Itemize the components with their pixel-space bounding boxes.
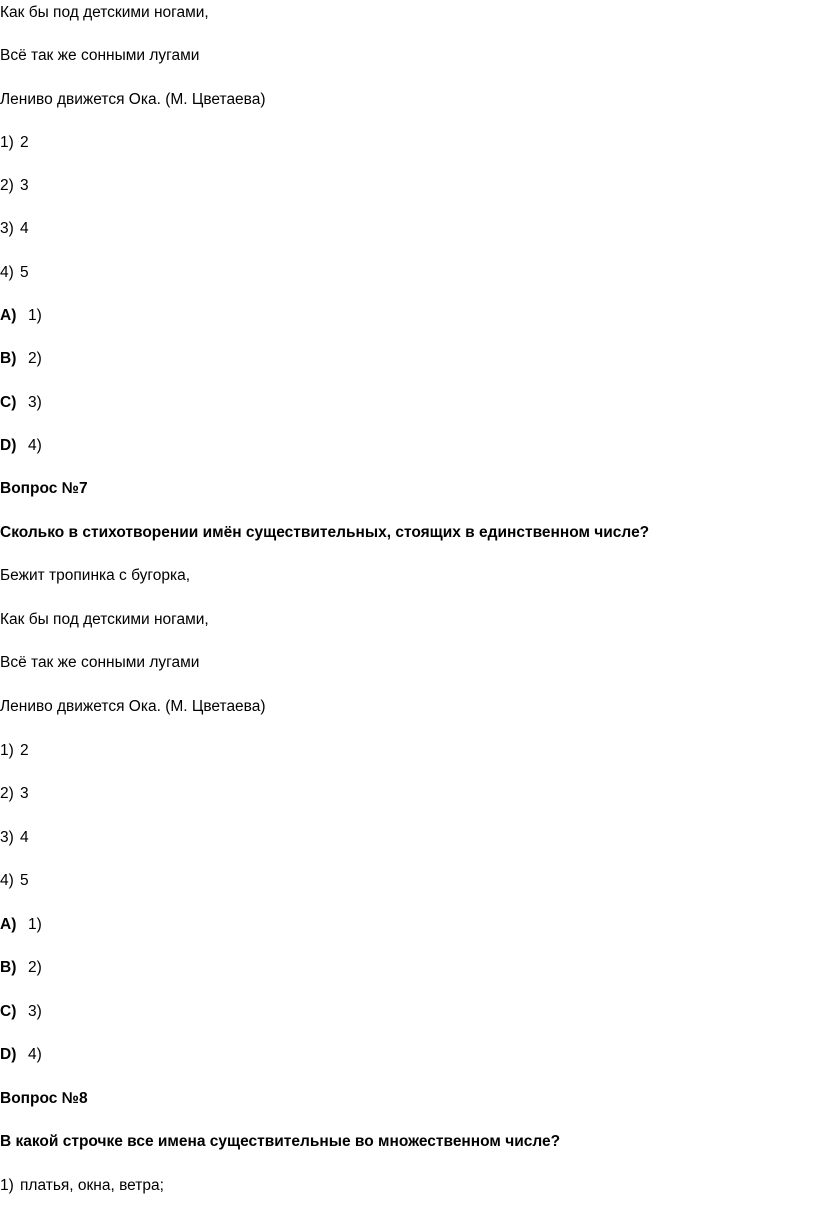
answer-label: B) — [0, 959, 17, 976]
option-item — [0, 133, 29, 153]
option-text: 3 — [20, 177, 29, 194]
poem-line: Лениво движется Ока. (М. Цветаева) — [0, 91, 266, 108]
answer-text: 1) — [28, 916, 42, 933]
poem-line: Лениво движется Ока. (М. Цветаева) — [0, 698, 266, 715]
option-item — [0, 784, 29, 804]
answer-item[interactable] — [0, 349, 42, 369]
answer-text: 4) — [28, 1046, 42, 1063]
poem-line: Бежит тропинка с бугорка, — [0, 567, 190, 584]
question-text: В какой строчке все имена существительные во множественном числе? — [0, 1133, 561, 1150]
option-text: 5 — [20, 264, 29, 281]
answer-label: C) — [0, 394, 17, 411]
option-text: 2 — [20, 742, 29, 759]
option-number: 3) — [0, 829, 14, 846]
answer-text: 3) — [28, 394, 42, 411]
answer-text: 2) — [28, 959, 42, 976]
answer-item[interactable] — [0, 915, 42, 935]
option-number: 1) — [0, 1177, 14, 1194]
answer-item[interactable] — [0, 958, 42, 978]
answer-label: B) — [0, 350, 17, 367]
option-number: 2) — [0, 785, 14, 802]
option-number: 4) — [0, 872, 14, 889]
option-text: платья, окна, ветра; — [20, 1177, 164, 1194]
poem-line: Как бы под детскими ногами, — [0, 4, 209, 21]
option-text: 3 — [20, 785, 29, 802]
option-text: 2 — [20, 134, 29, 151]
answer-item[interactable] — [0, 1002, 42, 1022]
poem-line: Как бы под детскими ногами, — [0, 611, 209, 628]
poem-line: Всё так же сонными лугами — [0, 47, 200, 64]
answer-label: D) — [0, 437, 17, 454]
answer-text: 3) — [28, 1003, 42, 1020]
answer-label: C) — [0, 1003, 17, 1020]
option-item — [0, 176, 29, 196]
answer-label: A) — [0, 307, 17, 324]
option-text: 4 — [20, 220, 29, 237]
option-item — [0, 741, 29, 761]
option-item — [0, 828, 29, 848]
answer-label: D) — [0, 1046, 17, 1063]
option-number: 2) — [0, 177, 14, 194]
option-number: 4) — [0, 264, 14, 281]
question-title: Вопрос №8 — [0, 1090, 88, 1107]
option-number: 1) — [0, 134, 14, 151]
answer-text: 2) — [28, 350, 42, 367]
option-item — [0, 219, 29, 239]
option-item — [0, 871, 29, 891]
option-number: 3) — [0, 220, 14, 237]
option-number: 1) — [0, 742, 14, 759]
question-title: Вопрос №7 — [0, 480, 88, 497]
option-item — [0, 1176, 164, 1196]
option-text: 5 — [20, 872, 29, 889]
answer-item[interactable] — [0, 393, 42, 413]
answer-item[interactable] — [0, 436, 42, 456]
option-text: 4 — [20, 829, 29, 846]
poem-line: Всё так же сонными лугами — [0, 654, 200, 671]
answer-text: 1) — [28, 307, 42, 324]
option-item — [0, 263, 29, 283]
question-text: Сколько в стихотворении имён существительных, стоящих в единственном числе? — [0, 524, 650, 541]
answer-text: 4) — [28, 437, 42, 454]
answer-label: A) — [0, 916, 17, 933]
answer-item[interactable] — [0, 1045, 42, 1065]
answer-item[interactable] — [0, 306, 42, 326]
